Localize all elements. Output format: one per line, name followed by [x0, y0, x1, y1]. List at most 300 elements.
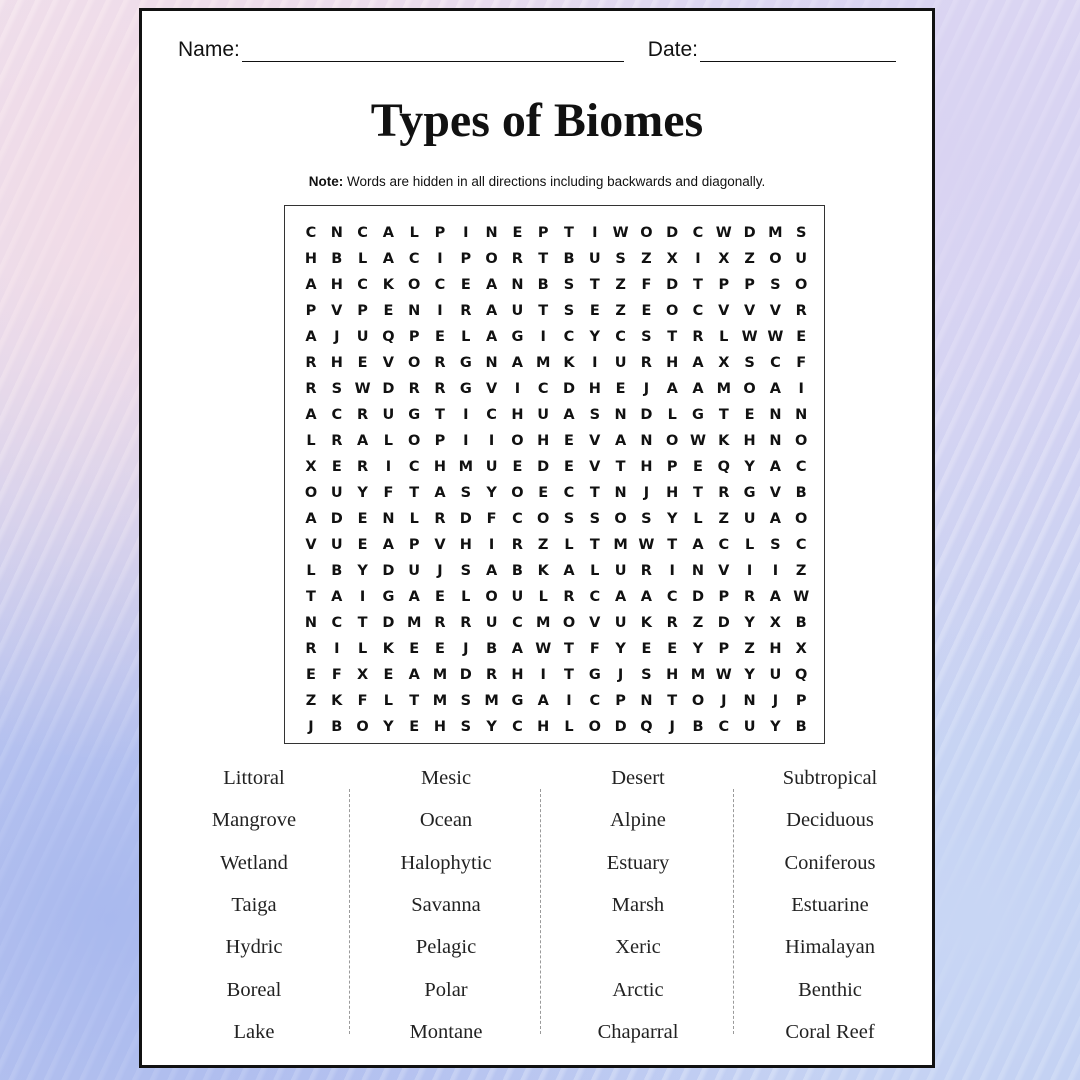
grid-letter: V: [718, 303, 730, 319]
grid-letter: O: [408, 433, 421, 449]
grid-letter: H: [666, 485, 679, 501]
grid-letter: P: [744, 277, 755, 293]
grid-letter: C: [331, 407, 343, 423]
grid-letter: N: [485, 355, 498, 371]
grid-letter: E: [435, 329, 445, 345]
grid-letter: L: [306, 433, 316, 449]
grid-letter: M: [432, 667, 448, 683]
word-list-item: Pelagic: [415, 936, 477, 959]
grid-letter: H: [304, 251, 318, 267]
grid-letter: Z: [795, 563, 807, 579]
grid-letter: Y: [744, 667, 755, 683]
grid-letter: Z: [537, 537, 549, 553]
grid-letter: G: [408, 407, 421, 423]
grid-letter: L: [357, 251, 368, 267]
grid-letter: S: [641, 667, 652, 683]
page-title: Types of Biomes: [370, 94, 704, 147]
grid-letter: O: [537, 511, 550, 527]
grid-letter: I: [488, 537, 495, 553]
grid-letter: K: [382, 641, 395, 657]
grid-letter: N: [769, 407, 782, 423]
grid-letter: I: [695, 251, 701, 267]
grid-letter: G: [382, 589, 395, 605]
grid-letter: H: [666, 667, 679, 683]
word-list-item: Ocean: [419, 809, 473, 832]
grid-letter: R: [640, 355, 652, 371]
grid-letter: T: [538, 251, 549, 267]
grid-letter: U: [588, 251, 601, 267]
grid-letter: W: [535, 641, 552, 657]
grid-letter: R: [460, 303, 472, 319]
grid-letter: W: [612, 225, 629, 241]
grid-letter: O: [769, 251, 782, 267]
grid-letter: V: [743, 303, 756, 319]
word-list-item: Arctic: [612, 978, 664, 1001]
grid-letter: V: [331, 303, 343, 319]
grid-row: [285, 324, 824, 350]
grid-letter: Y: [666, 511, 678, 527]
grid-letter: E: [615, 381, 626, 397]
grid-letter: F: [357, 693, 368, 709]
grid-letter: X: [666, 251, 678, 267]
grid-letter: C: [666, 589, 678, 605]
grid-letter: V: [769, 485, 781, 501]
grid-letter: K: [563, 355, 575, 371]
grid-letter: T: [538, 303, 549, 319]
grid-letter: F: [796, 355, 807, 371]
grid-letter: N: [769, 433, 782, 449]
grid-letter: D: [717, 615, 730, 631]
grid-letter: D: [562, 381, 576, 397]
grid-letter: J: [669, 719, 675, 735]
grid-letter: E: [383, 667, 394, 683]
grid-letter: H: [743, 433, 756, 449]
grid-letter: D: [666, 277, 679, 293]
grid-letter: U: [408, 563, 421, 579]
grid-letter: W: [793, 589, 810, 605]
grid-letter: I: [488, 433, 495, 449]
worksheet-page: [139, 8, 935, 1068]
grid-letter: T: [564, 641, 574, 657]
grid-letter: R: [357, 407, 369, 423]
grid-letter: T: [667, 537, 678, 553]
grid-row: [285, 714, 824, 740]
grid-letter: T: [615, 459, 626, 475]
grid-letter: U: [330, 485, 343, 501]
grid-letter: B: [537, 277, 549, 293]
grid-letter: H: [459, 537, 472, 553]
grid-letter: D: [382, 615, 395, 631]
grid-letter: R: [305, 355, 317, 371]
grid-row: [285, 246, 824, 272]
grid-letter: D: [537, 459, 550, 475]
grid-letter: M: [432, 693, 448, 709]
grid-letter: Q: [382, 329, 395, 345]
grid-letter: Y: [744, 615, 755, 631]
grid-letter: I: [798, 381, 804, 397]
grid-letter: L: [564, 537, 574, 553]
grid-letter: T: [409, 693, 420, 709]
grid-letter: A: [408, 667, 420, 683]
grid-letter: D: [743, 225, 756, 241]
grid-letter: R: [434, 511, 446, 527]
grid-letter: E: [744, 407, 755, 423]
grid-letter: E: [409, 641, 420, 657]
grid-letter: E: [641, 303, 652, 319]
grid-letter: A: [485, 329, 498, 345]
grid-letter: W: [767, 329, 784, 345]
grid-letter: E: [564, 459, 574, 475]
grid-letter: E: [796, 329, 807, 345]
grid-letter: A: [382, 251, 394, 267]
grid-letter: I: [669, 563, 675, 579]
grid-row: [285, 350, 824, 376]
grid-letter: O: [511, 485, 524, 501]
grid-letter: F: [641, 277, 652, 293]
word-list-item: Xeric: [615, 936, 661, 959]
grid-letter: N: [614, 485, 627, 501]
grid-letter: A: [769, 381, 781, 397]
grid-letter: A: [356, 433, 369, 449]
grid-letter: R: [434, 381, 446, 397]
word-list-item: Estuary: [606, 851, 670, 874]
grid-row: [285, 428, 824, 454]
grid-letter: B: [331, 251, 343, 267]
grid-letter: L: [590, 563, 600, 579]
grid-letter: T: [306, 589, 316, 605]
grid-letter: U: [511, 589, 524, 605]
word-list-item: Hydric: [225, 936, 283, 959]
grid-letter: C: [357, 277, 368, 293]
grid-letter: I: [772, 563, 779, 579]
grid-letter: P: [408, 329, 420, 345]
grid-letter: A: [485, 303, 498, 319]
grid-letter: B: [795, 615, 807, 631]
grid-letter: P: [718, 589, 730, 605]
grid-letter: O: [666, 303, 679, 319]
grid-letter: H: [537, 433, 550, 449]
grid-row: [285, 662, 824, 688]
grid-letter: M: [690, 667, 706, 683]
grid-letter: Z: [718, 511, 730, 527]
grid-letter: O: [691, 693, 705, 709]
grid-letter: V: [305, 537, 317, 553]
grid-letter: W: [715, 667, 732, 683]
grid-letter: S: [563, 511, 575, 527]
grid-letter: J: [334, 329, 340, 345]
grid-letter: G: [459, 355, 472, 371]
grid-letter: U: [614, 355, 627, 371]
grid-letter: W: [715, 225, 732, 241]
grid-letter: G: [459, 381, 472, 397]
grid-letter: O: [356, 719, 369, 735]
grid-letter: A: [640, 589, 652, 605]
grid-letter: Y: [357, 485, 368, 501]
grid-letter: Q: [795, 667, 808, 683]
grid-row: [285, 480, 824, 506]
word-list-item: Mangrove: [211, 809, 297, 832]
grid-letter: T: [564, 225, 574, 241]
grid-letter: J: [437, 563, 443, 579]
grid-letter: O: [485, 589, 498, 605]
word-list-item: Savanna: [411, 893, 481, 916]
grid-letter: Z: [305, 693, 317, 709]
date-field: [648, 38, 896, 62]
grid-letter: V: [589, 459, 601, 475]
grid-letter: O: [666, 433, 679, 449]
grid-letter: B: [795, 719, 807, 735]
grid-row: [285, 454, 824, 480]
grid-letter: E: [460, 277, 471, 293]
grid-row: [285, 272, 824, 298]
grid-letter: G: [511, 693, 524, 709]
grid-letter: Y: [615, 641, 626, 657]
grid-letter: L: [461, 589, 471, 605]
grid-letter: X: [305, 459, 317, 475]
grid-letter: I: [463, 225, 469, 241]
grid-letter: D: [330, 511, 343, 527]
grid-letter: J: [643, 485, 650, 501]
grid-letter: D: [459, 511, 472, 527]
grid-letter: H: [640, 459, 653, 475]
grid-letter: U: [485, 615, 498, 631]
grid-letter: U: [743, 719, 756, 735]
grid-letter: A: [563, 407, 575, 423]
grid-letter: S: [563, 277, 575, 293]
grid-letter: N: [408, 303, 421, 319]
instruction-note: [142, 174, 932, 189]
grid-letter: A: [666, 381, 678, 397]
grid-letter: O: [408, 355, 421, 371]
grid-letter: R: [666, 615, 678, 631]
grid-letter: J: [308, 719, 314, 735]
grid-letter: C: [563, 329, 575, 345]
grid-letter: O: [562, 615, 576, 631]
grid-letter: M: [535, 355, 551, 371]
grid-letter: T: [589, 537, 600, 553]
grid-row: [285, 584, 824, 610]
word-list-item: Deciduous: [786, 809, 874, 832]
grid-letter: P: [666, 459, 678, 475]
word-list-item: Montane: [409, 1020, 483, 1043]
grid-letter: D: [382, 563, 395, 579]
grid-letter: X: [718, 251, 730, 267]
grid-letter: A: [692, 381, 704, 397]
word-list-item: Estuarine: [791, 893, 869, 916]
word-list: [142, 767, 932, 1057]
grid-letter: A: [382, 537, 394, 553]
word-list-item: Desert: [611, 767, 665, 789]
grid-letter: I: [540, 329, 546, 345]
grid-letter: A: [305, 511, 317, 527]
grid-letter: L: [564, 719, 574, 735]
grid-letter: X: [795, 641, 807, 657]
grid-letter: C: [305, 225, 317, 241]
grid-letter: L: [744, 537, 755, 553]
grid-letter: T: [667, 329, 678, 345]
grid-letter: U: [614, 615, 627, 631]
grid-letter: T: [564, 667, 574, 683]
grid-letter: U: [537, 407, 550, 423]
grid-letter: U: [330, 537, 343, 553]
grid-letter: M: [716, 381, 732, 397]
grid-letter: F: [331, 667, 342, 683]
grid-letter: H: [511, 667, 524, 683]
grid-letter: Q: [640, 719, 653, 735]
grid-letter: V: [589, 433, 601, 449]
grid-letter: D: [640, 407, 653, 423]
grid-letter: R: [486, 667, 498, 683]
grid-letter: Y: [744, 459, 755, 475]
word-search-grid: [284, 205, 825, 744]
grid-letter: R: [640, 563, 652, 579]
grid-letter: C: [589, 589, 601, 605]
grid-letter: F: [486, 511, 497, 527]
grid-letter: E: [667, 641, 678, 657]
grid-letter: N: [640, 433, 653, 449]
grid-letter: P: [434, 225, 446, 241]
grid-letter: H: [433, 459, 447, 475]
grid-letter: E: [357, 537, 368, 553]
grid-letter: T: [693, 277, 703, 293]
grid-letter: C: [563, 485, 575, 501]
grid-letter: E: [306, 667, 316, 683]
grid-letter: O: [743, 381, 756, 397]
grid-letter: C: [486, 407, 497, 423]
grid-letter: Z: [744, 251, 755, 267]
grid-letter: L: [409, 225, 419, 241]
grid-letter: Y: [770, 719, 781, 735]
grid-letter: F: [589, 641, 600, 657]
grid-letter: V: [485, 381, 498, 397]
grid-letter: E: [589, 303, 600, 319]
grid-letter: C: [357, 225, 368, 241]
grid-letter: S: [770, 277, 781, 293]
grid-letter: N: [795, 407, 808, 423]
grid-letter: B: [795, 485, 807, 501]
name-label: Name:: [178, 38, 240, 61]
grid-letter: A: [692, 355, 704, 371]
grid-letter: Z: [692, 615, 704, 631]
grid-letter: O: [795, 277, 808, 293]
grid-letter: R: [460, 615, 472, 631]
grid-row: [285, 532, 824, 558]
grid-letter: M: [613, 537, 628, 553]
grid-letter: M: [535, 615, 551, 631]
grid-letter: R: [434, 615, 446, 631]
word-list-item: Benthic: [798, 978, 862, 1001]
grid-letter: Y: [357, 563, 368, 579]
grid-letter: A: [305, 407, 317, 423]
grid-letter: C: [434, 277, 446, 293]
grid-letter: F: [383, 485, 394, 501]
grid-letter: T: [357, 615, 368, 631]
grid-letter: Y: [486, 719, 497, 735]
grid-letter: P: [718, 641, 730, 657]
grid-letter: U: [795, 251, 808, 267]
grid-letter: I: [514, 381, 521, 397]
word-list-item: Coniferous: [784, 851, 876, 874]
grid-letter: W: [354, 381, 371, 397]
grid-letter: O: [614, 511, 627, 527]
word-list-item: Coral Reef: [785, 1020, 875, 1043]
grid-letter: N: [743, 693, 756, 709]
grid-letter: U: [485, 459, 498, 475]
grid-letter: C: [512, 615, 523, 631]
word-list-item: Alpine: [610, 809, 666, 832]
grid-letter: I: [385, 459, 392, 475]
grid-letter: X: [769, 615, 781, 631]
grid-letter: G: [588, 667, 601, 683]
grid-letter: A: [305, 277, 317, 293]
grid-row: [285, 688, 824, 714]
grid-letter: C: [537, 381, 549, 397]
grid-letter: J: [721, 693, 727, 709]
word-list-item: Mesic: [420, 767, 472, 789]
grid-letter: I: [566, 693, 572, 709]
date-blank-line: [700, 40, 896, 62]
grid-letter: Z: [615, 303, 626, 319]
grid-letter: J: [643, 381, 650, 397]
grid-letter: E: [512, 225, 523, 241]
grid-letter: Y: [383, 719, 394, 735]
grid-letter: L: [693, 511, 703, 527]
grid-letter: T: [667, 693, 678, 709]
date-label: Date:: [647, 38, 698, 61]
grid-letter: E: [383, 303, 394, 319]
grid-letter: M: [768, 225, 783, 241]
grid-letter: P: [537, 225, 549, 241]
note-text: Words are hidden in all directions including backwards and diagonally.: [343, 174, 766, 189]
grid-letter: J: [463, 641, 469, 657]
grid-letter: N: [304, 615, 318, 631]
grid-letter: C: [718, 537, 730, 553]
grid-letter: T: [589, 485, 600, 501]
grid-letter: P: [718, 277, 730, 293]
grid-letter: A: [769, 589, 781, 605]
grid-letter: T: [693, 485, 703, 501]
word-list-item: Subtropical: [782, 767, 878, 789]
grid-letter: O: [511, 433, 524, 449]
grid-letter: N: [382, 511, 395, 527]
grid-letter: L: [383, 433, 394, 449]
grid-letter: L: [383, 693, 394, 709]
grid-letter: W: [741, 329, 758, 345]
grid-row: [285, 376, 824, 402]
grid-letter: N: [691, 563, 705, 579]
grid-letter: O: [795, 511, 808, 527]
grid-letter: B: [563, 251, 575, 267]
grid-letter: Y: [692, 641, 704, 657]
grid-letter: A: [485, 277, 498, 293]
grid-letter: D: [666, 225, 679, 241]
grid-letter: Y: [589, 329, 601, 345]
grid-letter: P: [408, 537, 420, 553]
grid-letter: H: [330, 277, 343, 293]
grid-letter: S: [744, 355, 755, 371]
grid-letter: R: [305, 381, 317, 397]
grid-letter: E: [409, 719, 420, 735]
grid-letter: A: [614, 589, 627, 605]
grid-row: [285, 298, 824, 324]
word-list-item: Wetland: [220, 851, 288, 874]
grid-letter: C: [331, 615, 343, 631]
grid-letter: C: [512, 511, 523, 527]
grid-letter: L: [538, 589, 548, 605]
grid-letter: I: [540, 667, 546, 683]
grid-letter: B: [331, 719, 343, 735]
grid-letter: U: [511, 303, 524, 319]
